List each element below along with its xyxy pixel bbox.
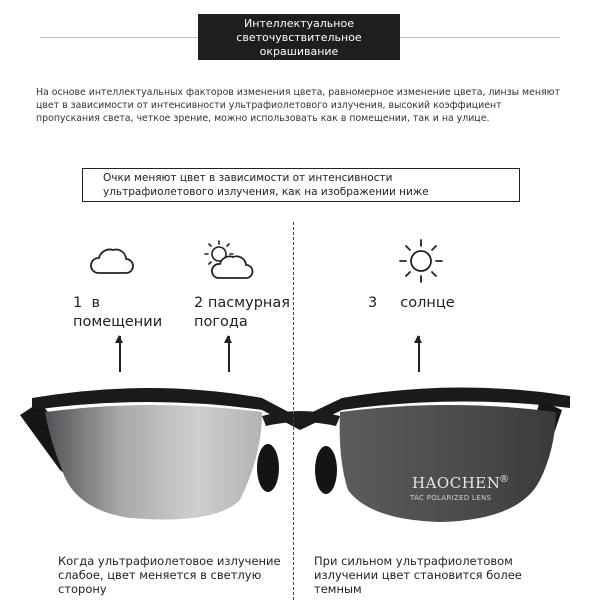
- condition-sun-number: 3: [368, 295, 378, 311]
- intro-paragraph: На основе интеллектуальных факторов изменения цвета, равномерное изменение цвета, линзы меняют цвет в зависимости от интенсивности ультрафиолетового излучения, высокий коэффициент пропускания света, четкое зрение, можно использовать как в помещении, так и на улице.: [36, 87, 560, 124]
- note-line-2: ультрафиолетового излучения, как на изображении ниже: [103, 186, 429, 198]
- caption-right-line2: излучении цвет становится более: [314, 568, 522, 582]
- caption-right: [314, 554, 522, 596]
- title-line-2: светочувствительное: [236, 31, 362, 44]
- right-nose-pad: [315, 446, 337, 494]
- condition-indoor-label: [73, 294, 162, 332]
- cloud-icon: [89, 240, 135, 278]
- caption-left: [58, 554, 281, 596]
- brand-tagline: TAC POLARIZED LENS: [410, 494, 492, 502]
- caption-right-line3: темным: [314, 582, 362, 596]
- center-divider: [293, 222, 294, 600]
- right-lens: [340, 405, 556, 522]
- title-line-1: Интеллектуальное: [244, 17, 354, 30]
- sun-icon: [398, 238, 444, 284]
- note-box: [82, 168, 520, 202]
- caption-left-line2: слабое, цвет меняется в светлую: [58, 568, 262, 582]
- page-title: [198, 14, 400, 60]
- left-lens: [45, 405, 262, 520]
- condition-cloudy-line2: погода: [194, 314, 248, 330]
- caption-left-line3: сторону: [58, 582, 107, 596]
- condition-sun-label: [368, 294, 455, 313]
- brand-name: HAOCHEN: [412, 474, 501, 492]
- caption-left-line1: Когда ультрафиолетовое излучение: [58, 554, 281, 568]
- condition-cloudy-label: [194, 294, 290, 332]
- condition-cloudy-line1: пасмурная: [207, 295, 290, 311]
- caption-right-line1: При сильном ультрафиолетовом: [314, 554, 513, 568]
- left-nose-pad: [257, 444, 279, 492]
- condition-indoor-line2: помещении: [73, 314, 163, 330]
- condition-indoor-number: 1: [73, 295, 83, 311]
- condition-indoor-line1: в: [91, 295, 100, 311]
- brand-mark: ®: [499, 474, 509, 485]
- title-line-3: окрашивание: [259, 45, 339, 58]
- cloudy-sun-icon: [199, 238, 255, 282]
- condition-sun-line1: солнце: [400, 295, 455, 311]
- note-line-1: Очки меняют цвет в зависимости от интенсивности: [103, 172, 393, 184]
- condition-cloudy-number: 2: [194, 295, 204, 311]
- sunglasses-illustration: [0, 360, 600, 535]
